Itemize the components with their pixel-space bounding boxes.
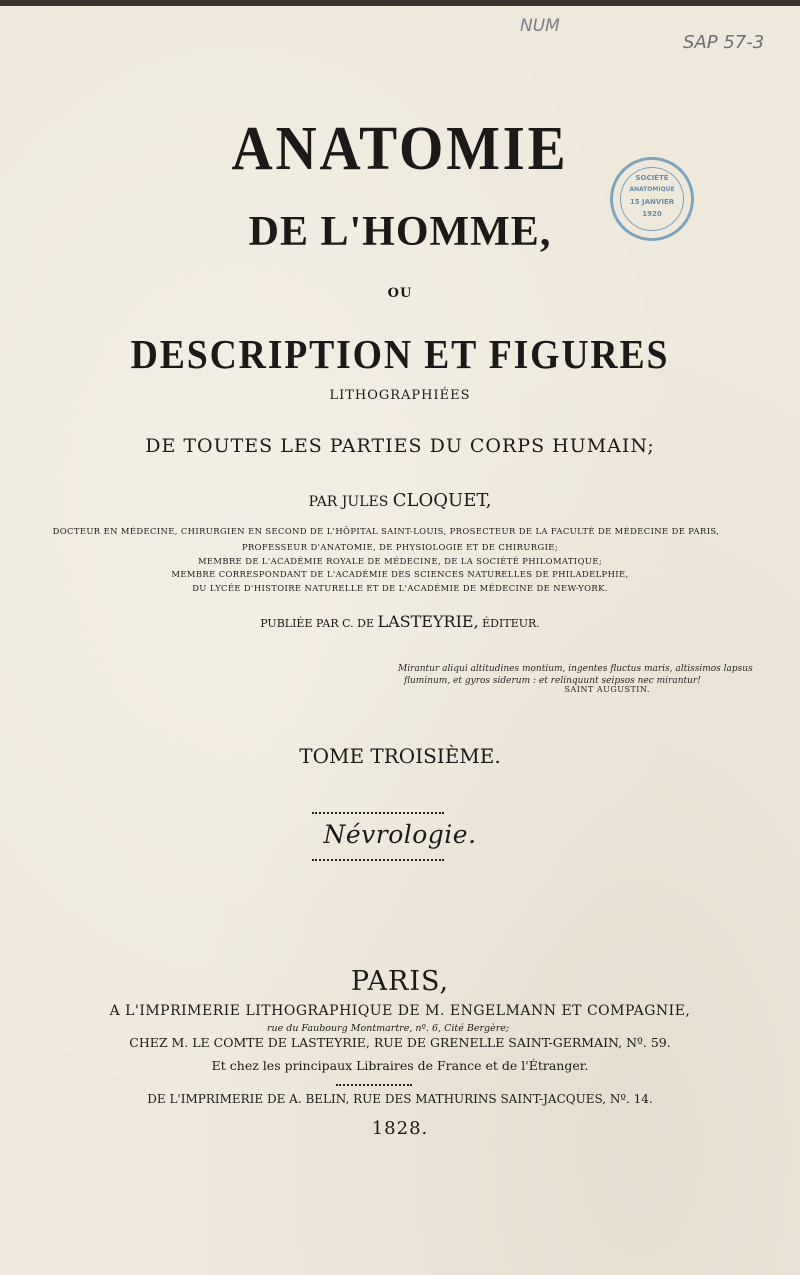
credential-line-2: PROFESSEUR D'ANATOMIE, DE PHYSIOLOGIE ET DE CHIRURGIE; [241,542,559,552]
title-line-4: LITHOGRAPHIÉES [329,388,471,403]
credential-line-1: DOCTEUR EN MÉDECINE, CHIRURGIEN EN SECOND DE L'HÔPITAL SAINT-LOUIS, PROSECTEUR DE LA FACULTÉ DE MÉDECINE DE PARIS, [52,526,720,536]
ornament-rule-top [312,812,444,814]
page-edge [0,0,800,6]
title-line-3: DESCRIPTION ET FIGURES [130,331,670,377]
credential-line-4: MEMBRE CORRESPONDANT DE L'ACADÉMIE DES SCIENCES NATURELLES DE PHILADELPHIE, [171,569,629,579]
imprint-city: PARIS, [350,966,450,997]
volume-title: TOME TROISIÈME. [299,744,501,768]
ornament-rule-bottom [312,859,444,861]
epigraph-line-2: fluminum, et gyros siderum : et relinquunt seipsos nec mirantur! [404,676,701,686]
imprint-address: rue du Faubourg Montmartre, nº. 6, Cité Bergère; [266,1023,510,1034]
title-line-1: ANATOMIE [231,115,569,183]
publisher-line [0,612,800,631]
ornament-rule-small [336,1084,412,1086]
imprint-belin: DE L'IMPRIMERIE DE A. BELIN, RUE DES MATHURINS SAINT-JACQUES, Nº. 14. [147,1092,653,1106]
library-stamp: SOCIÉTÉ ANATOMIQUE 15 JANVIER 1920 [610,157,694,241]
epigraph-author: SAINT AUGUSTIN. [564,685,650,694]
author-prefix: PAR JULES [308,494,389,510]
handwritten-mark: NUM [520,16,560,36]
shelfmark: SAP 57-3 [683,32,765,53]
publisher-suffix: ÉDITEUR. [482,617,540,630]
epigraph [398,663,753,694]
publisher-prefix: PUBLIÉE PAR C. DE [260,617,374,630]
title-line-2: DE L'HOMME, [248,209,552,255]
author-name: CLOQUET, [392,490,492,511]
credential-line-3: MEMBRE DE L'ACADÉMIE ROYALE DE MÉDECINE, DE LA SOCIÉTÉ PHILOMATIQUE; [197,556,603,566]
author-line [0,490,800,511]
imprint-year: 1828. [371,1118,429,1139]
title-line-5: DE TOUTES LES PARTIES DU CORPS HUMAIN; [145,435,655,457]
epigraph-line-1: Mirantur aliqui altitudines montium, ingentes fluctus maris, altissimos lapsus [398,664,753,674]
imprint-printer: A L'IMPRIMERIE LITHOGRAPHIQUE DE M. ENGELMANN ET COMPAGNIE, [109,1003,691,1019]
publisher-name: LASTEYRIE, [377,612,479,631]
title-ou: OU [387,286,413,301]
section-title: Névrologie. [323,820,477,849]
imprint-libraires: Et chez les principaux Libraires de France et de l'Étranger. [211,1058,589,1073]
imprint-chez: CHEZ M. LE COMTE DE LASTEYRIE, RUE DE GRENELLE SAINT-GERMAIN, Nº. 59. [129,1035,671,1050]
credential-line-5: DU LYCÉE D'HISTOIRE NATURELLE ET DE L'ACADÉMIE DE MÉDECINE DE NEW-YORK. [192,583,608,593]
